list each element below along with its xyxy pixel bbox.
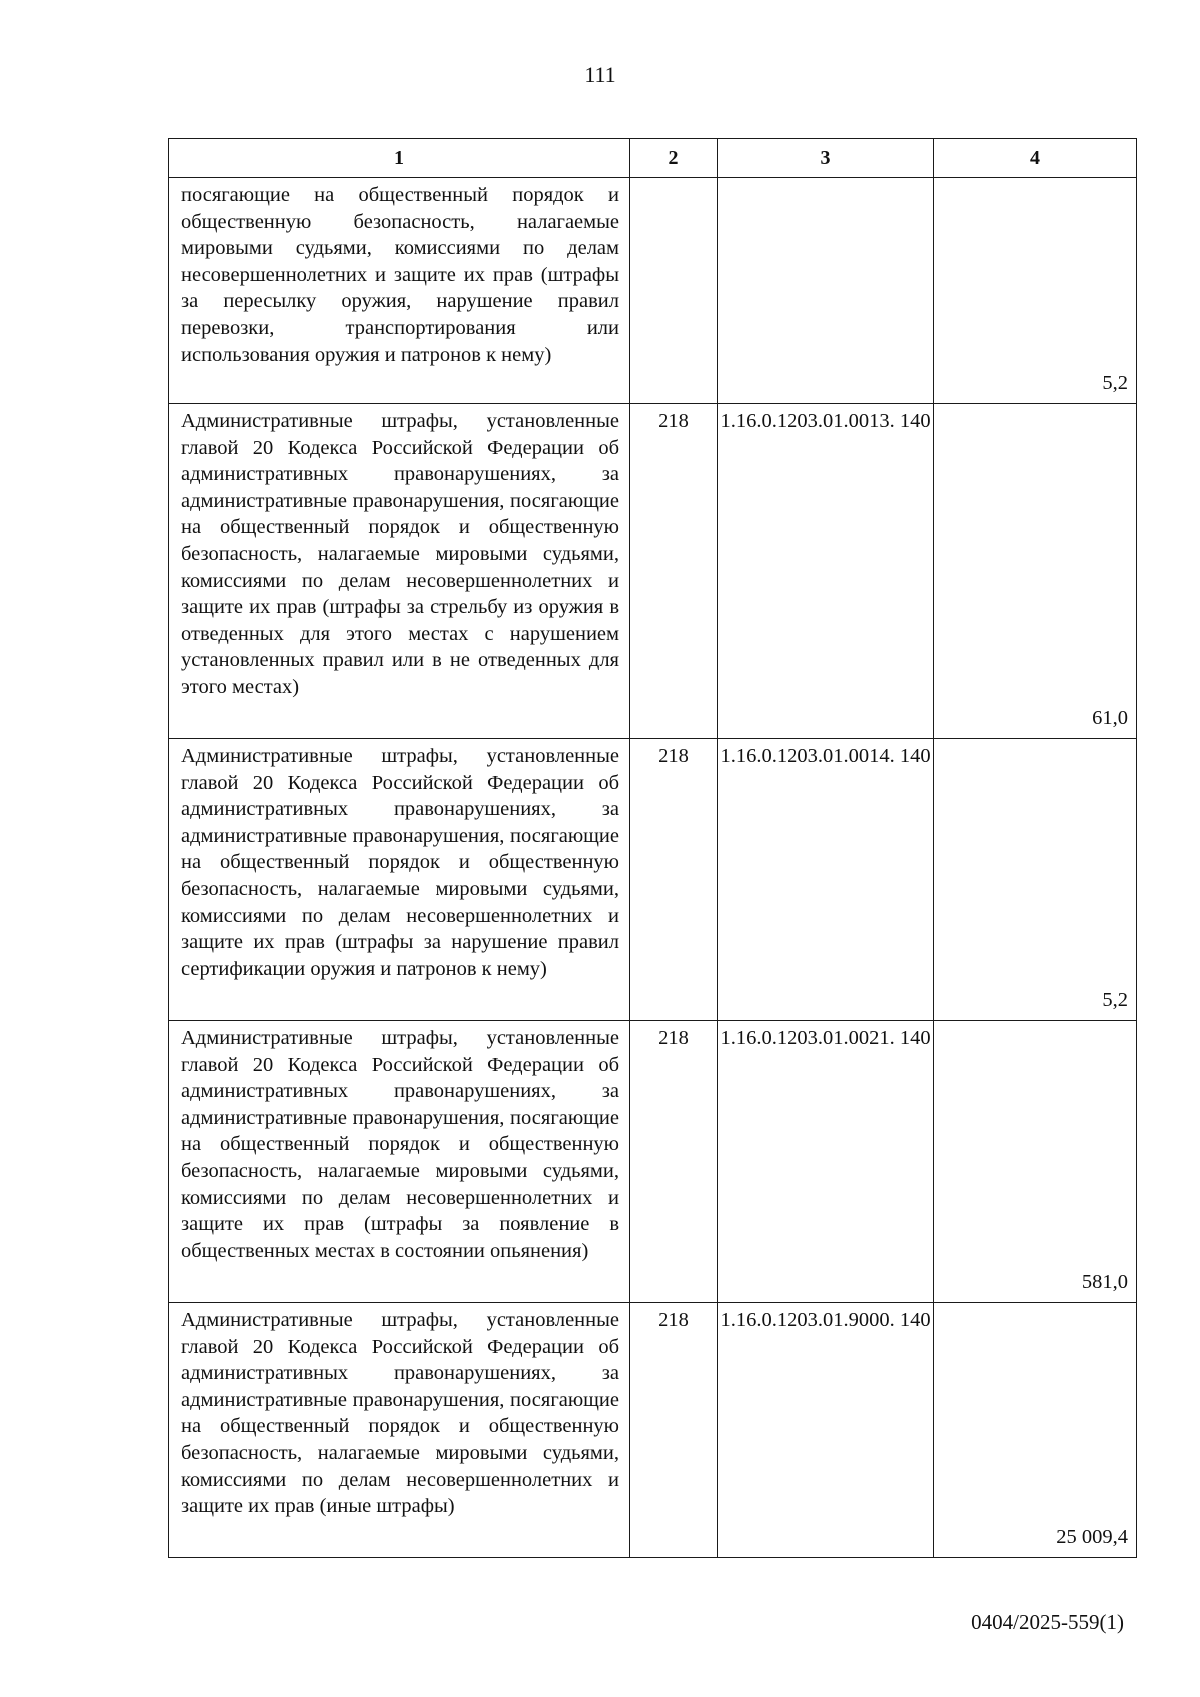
table-row	[169, 739, 1137, 1021]
table-row	[169, 404, 1137, 739]
table-header-row	[169, 139, 1137, 178]
row-budget-code: 1.16.0.1203.01.0014. 140	[718, 739, 934, 1021]
row-amount: 25 009,4	[934, 1303, 1137, 1558]
row-description: Административные штрафы, установленные главой 20 Кодекса Российской Федерации об административных правонарушениях, за административные правонарушения, посягающие на общественный порядок и общественную безопасность, налагаемые мировыми судьями, комиссиями по делам несовершеннолетних и защите их прав (штрафы за нарушение правил сертификации оружия и патронов к нему)	[169, 739, 630, 1021]
row-description: Административные штрафы, установленные главой 20 Кодекса Российской Федерации об административных правонарушениях, за административные правонарушения, посягающие на общественный порядок и общественную безопасность, налагаемые мировыми судьями, комиссиями по делам несовершеннолетних и защите их прав (штрафы за стрельбу из оружия в отведенных для этого местах с нарушением установленных правил или в не отведенных для этого местах)	[169, 404, 630, 739]
row-admin-code: 218	[630, 1021, 718, 1303]
column-header-3: 3	[718, 139, 934, 178]
row-budget-code: 1.16.0.1203.01.9000. 140	[718, 1303, 934, 1558]
row-budget-code: 1.16.0.1203.01.0013. 140	[718, 404, 934, 739]
page-number: 111	[584, 62, 616, 87]
row-admin-code: 218	[630, 739, 718, 1021]
row-amount: 581,0	[934, 1021, 1137, 1303]
row-description: Административные штрафы, установленные главой 20 Кодекса Российской Федерации об административных правонарушениях, за административные правонарушения, посягающие на общественный порядок и общественную безопасность, налагаемые мировыми судьями, комиссиями по делам несовершеннолетних и защите их прав (иные штрафы)	[169, 1303, 630, 1558]
table-row	[169, 178, 1137, 404]
row-description: посягающие на общественный порядок и общественную безопасность, налагаемые мировыми судьями, комиссиями по делам несовершеннолетних и защите их прав (штрафы за пересылку оружия, нарушение правил перевозки, транспортирования или использования оружия и патронов к нему)	[169, 178, 630, 404]
table-row	[169, 1303, 1137, 1558]
row-admin-code: 218	[630, 1303, 718, 1558]
row-admin-code	[630, 178, 718, 404]
revenue-table	[168, 138, 1137, 1558]
row-amount: 61,0	[934, 404, 1137, 739]
document-id: 0404/2025-559(1)	[971, 1610, 1124, 1634]
row-description: Административные штрафы, установленные главой 20 Кодекса Российской Федерации об административных правонарушениях, за административные правонарушения, посягающие на общественный порядок и общественную безопасность, налагаемые мировыми судьями, комиссиями по делам несовершеннолетних и защите их прав (штрафы за появление в общественных местах в состоянии опьянения)	[169, 1021, 630, 1303]
row-amount: 5,2	[934, 739, 1137, 1021]
row-amount: 5,2	[934, 178, 1137, 404]
table-row	[169, 1021, 1137, 1303]
column-header-4: 4	[934, 139, 1137, 178]
row-budget-code	[718, 178, 934, 404]
row-budget-code: 1.16.0.1203.01.0021. 140	[718, 1021, 934, 1303]
column-header-2: 2	[630, 139, 718, 178]
row-admin-code: 218	[630, 404, 718, 739]
column-header-1: 1	[169, 139, 630, 178]
